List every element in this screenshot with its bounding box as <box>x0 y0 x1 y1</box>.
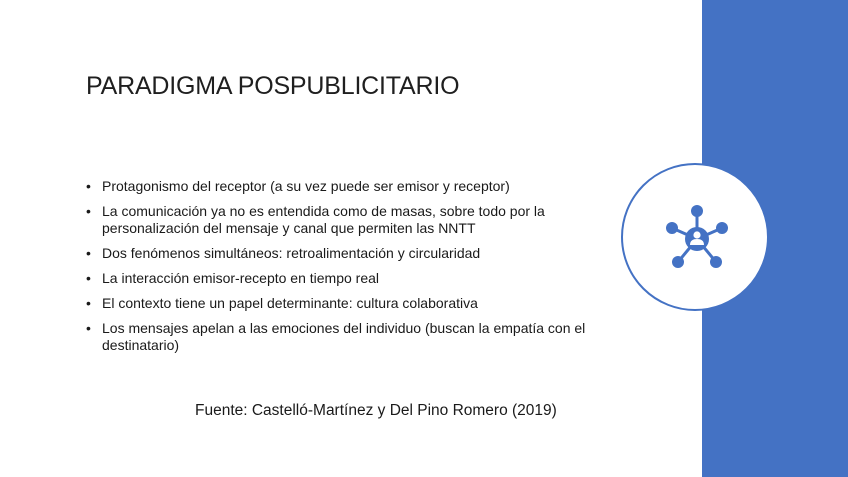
bullet-marker: • <box>86 270 91 286</box>
bullet-text: Dos fenómenos simultáneos: retroalimentación y circularidad <box>102 245 481 261</box>
bullet-item <box>86 295 586 312</box>
bullet-text: La comunicación ya no es entendida como de masas, sobre todo por la personalización del mensaje y canal que permiten las NNTT <box>102 203 545 236</box>
bullet-marker: • <box>86 245 91 261</box>
slide-title: PARADIGMA POSPUBLICITARIO <box>86 72 460 100</box>
bullet-item <box>86 178 586 195</box>
bullet-marker: • <box>86 295 91 311</box>
bullet-text: Protagonismo del receptor (a su vez puede ser emisor y receptor) <box>102 178 510 194</box>
bullet-item <box>86 203 586 237</box>
icon-badge <box>621 163 769 311</box>
bullet-marker: • <box>86 178 91 194</box>
bullet-list <box>86 178 586 362</box>
bullet-item <box>86 270 586 287</box>
bullet-item <box>86 320 586 354</box>
bullet-marker: • <box>86 203 91 219</box>
bullet-text: Los mensajes apelan a las emociones del individuo (buscan la empatía con el destinatario) <box>102 320 586 353</box>
bullet-item <box>86 245 586 262</box>
bullet-text: El contexto tiene un papel determinante: cultura colaborativa <box>102 295 478 311</box>
network-user-icon <box>659 201 735 277</box>
bullet-text: La interacción emisor-recepto en tiempo real <box>102 270 380 286</box>
source-citation: Fuente: Castelló-Martínez y Del Pino Romero (2019) <box>195 402 557 419</box>
bullet-marker: • <box>86 320 91 336</box>
